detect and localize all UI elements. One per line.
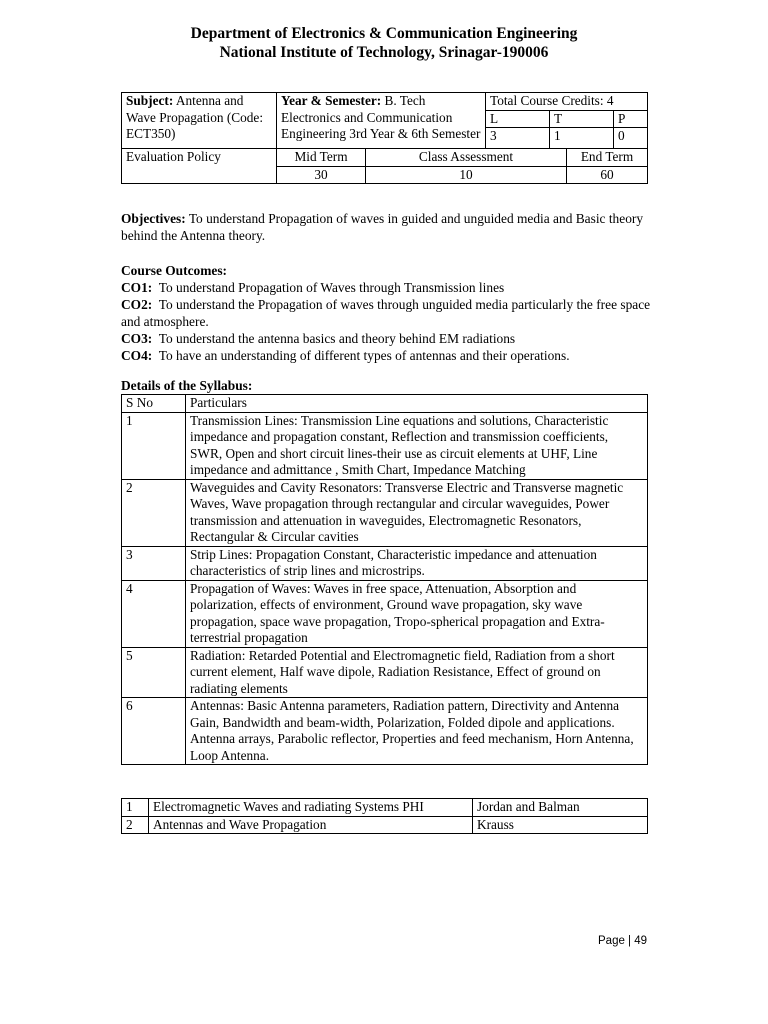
year-semester-value: B. Tech Electronics and Communication Engineering 3rd Year & 6th Semester [281, 93, 481, 141]
syllabus-sno: 6 [122, 698, 186, 765]
syllabus-sno: 4 [122, 580, 186, 647]
course-outcome-item [121, 347, 651, 364]
course-outcome-text: To understand Propagation of Waves through Transmission lines [158, 280, 505, 295]
course-outcome-text: To have an understanding of different types of antennas and their operations. [158, 348, 570, 363]
eval-value-end-term: 60 [567, 166, 648, 184]
course-outcomes-heading: Course Outcomes: [121, 263, 227, 278]
year-semester-label: Year & Semester: [281, 93, 382, 108]
course-info-table [121, 92, 648, 184]
syllabus-particulars: Propagation of Waves: Waves in free space, Attenuation, Absorption and polarization, effects of environment, Ground wave propagation, sky wave propagation, space wave propagation, Tropo-spherical propagation and Extra-terrestrial propagation [186, 580, 648, 647]
course-outcomes-section [121, 262, 651, 364]
institute-title: National Institute of Technology, Srinagar-190006 [219, 44, 549, 61]
ltp-value-l: 3 [486, 128, 550, 149]
reference-author: Jordan and Balman [473, 799, 648, 817]
ltp-cell [486, 110, 648, 149]
ltp-header-p: P [614, 111, 648, 128]
reference-title: Electromagnetic Waves and radiating Systems PHI [149, 799, 473, 817]
table-row [122, 799, 648, 817]
syllabus-col-sno: S No [122, 395, 186, 413]
syllabus-sno: 2 [122, 479, 186, 546]
subject-value: Antenna and Wave Propagation (Code: ECT350) [126, 93, 264, 141]
table-row [122, 647, 648, 698]
ltp-value-t: 1 [550, 128, 614, 149]
evaluation-policy-label: Evaluation Policy [122, 149, 277, 184]
eval-header-end-term: End Term [567, 149, 648, 167]
subject-label: Subject: [126, 93, 174, 108]
syllabus-header-row [122, 395, 648, 413]
ltp-header-l: L [486, 111, 550, 128]
total-credits: Total Course Credits: 4 [486, 93, 648, 111]
syllabus-particulars: Waveguides and Cavity Resonators: Transverse Electric and Transverse magnetic Waves, Wave propagation through rectangular and circular waveguides, Power transmission and attenuation in waveguides, Electromagnetic Resonators, Rectangular & Circular cavities [186, 479, 648, 546]
reference-no: 2 [122, 816, 149, 834]
syllabus-particulars: Strip Lines: Propagation Constant, Characteristic impedance and attenuation characteristics of strip lines and microstrips. [186, 546, 648, 580]
year-semester-cell [277, 93, 486, 149]
department-title: Department of Electronics & Communication Engineering [190, 25, 578, 42]
course-outcome-item [121, 330, 651, 347]
eval-split-cell [277, 149, 567, 167]
reference-author: Krauss [473, 816, 648, 834]
ltp-value-p: 0 [614, 128, 648, 149]
course-outcome-text: To understand the antenna basics and theory behind EM radiations [158, 331, 516, 346]
table-row [122, 698, 648, 765]
syllabus-sno: 3 [122, 546, 186, 580]
syllabus-particulars: Transmission Lines: Transmission Line equations and solutions, Characteristic impedance and propagation constant, Reflection and transmission coefficients, SWR, Open and short circuit lines-their use as circuit elements at UHF, Line impedance and admittance , Smith Chart, Impedance Matching [186, 412, 648, 479]
table-row [122, 546, 648, 580]
course-outcome-text: To understand the Propagation of waves through unguided media particularly the free space and atmosphere. [121, 297, 651, 329]
syllabus-table [121, 394, 648, 765]
eval-value-class-assessment: 10 [459, 166, 473, 182]
course-outcome-code: CO1: [121, 280, 153, 295]
objectives-paragraph [121, 210, 651, 244]
syllabus-col-particulars: Particulars [186, 395, 648, 413]
syllabus-heading-wrap [121, 377, 651, 394]
objectives-label: Objectives: [121, 211, 186, 226]
references-table [121, 798, 648, 834]
table-row [122, 479, 648, 546]
eval-header-class-assessment: Class Assessment [418, 149, 514, 164]
table-row [122, 580, 648, 647]
course-outcome-code: CO4: [121, 348, 153, 363]
syllabus-sno: 1 [122, 412, 186, 479]
syllabus-sno: 5 [122, 647, 186, 698]
eval-header-mid-term: Mid Term [277, 149, 366, 166]
table-row [122, 816, 648, 834]
course-outcome-item [121, 296, 651, 330]
eval-values-split-cell [277, 166, 567, 184]
course-outcome-item [121, 279, 651, 296]
ltp-header-t: T [550, 111, 614, 128]
syllabus-heading: Details of the Syllabus: [121, 378, 253, 393]
eval-mid-class-table [277, 149, 566, 166]
ltp-table [486, 111, 647, 149]
subject-cell [122, 93, 277, 149]
objectives-text: To understand Propagation of waves in guided and unguided media and Basic theory behind the Antenna theory. [121, 211, 644, 243]
eval-value-mid-term: 30 [277, 167, 366, 184]
syllabus-particulars: Antennas: Basic Antenna parameters, Radiation pattern, Directivity and Antenna Gain, Bandwidth and beam-width, Polarization, Folded dipole and applications. Antenna arrays, Parabolic reflector, Properties and feed mechanism, Horn Antenna, Loop Antenna. [186, 698, 648, 765]
eval-values-table [277, 167, 566, 184]
document-header [0, 24, 768, 62]
reference-title: Antennas and Wave Propagation [149, 816, 473, 834]
table-row [122, 412, 648, 479]
course-outcome-code: CO2: [121, 297, 153, 312]
syllabus-particulars: Radiation: Retarded Potential and Electromagnetic field, Radiation from a short current element, Half wave dipole, Radiation Resistance, Effect of ground on radiating elements [186, 647, 648, 698]
reference-no: 1 [122, 799, 149, 817]
page-number: Page | 49 [598, 935, 648, 947]
course-outcome-code: CO3: [121, 331, 153, 346]
